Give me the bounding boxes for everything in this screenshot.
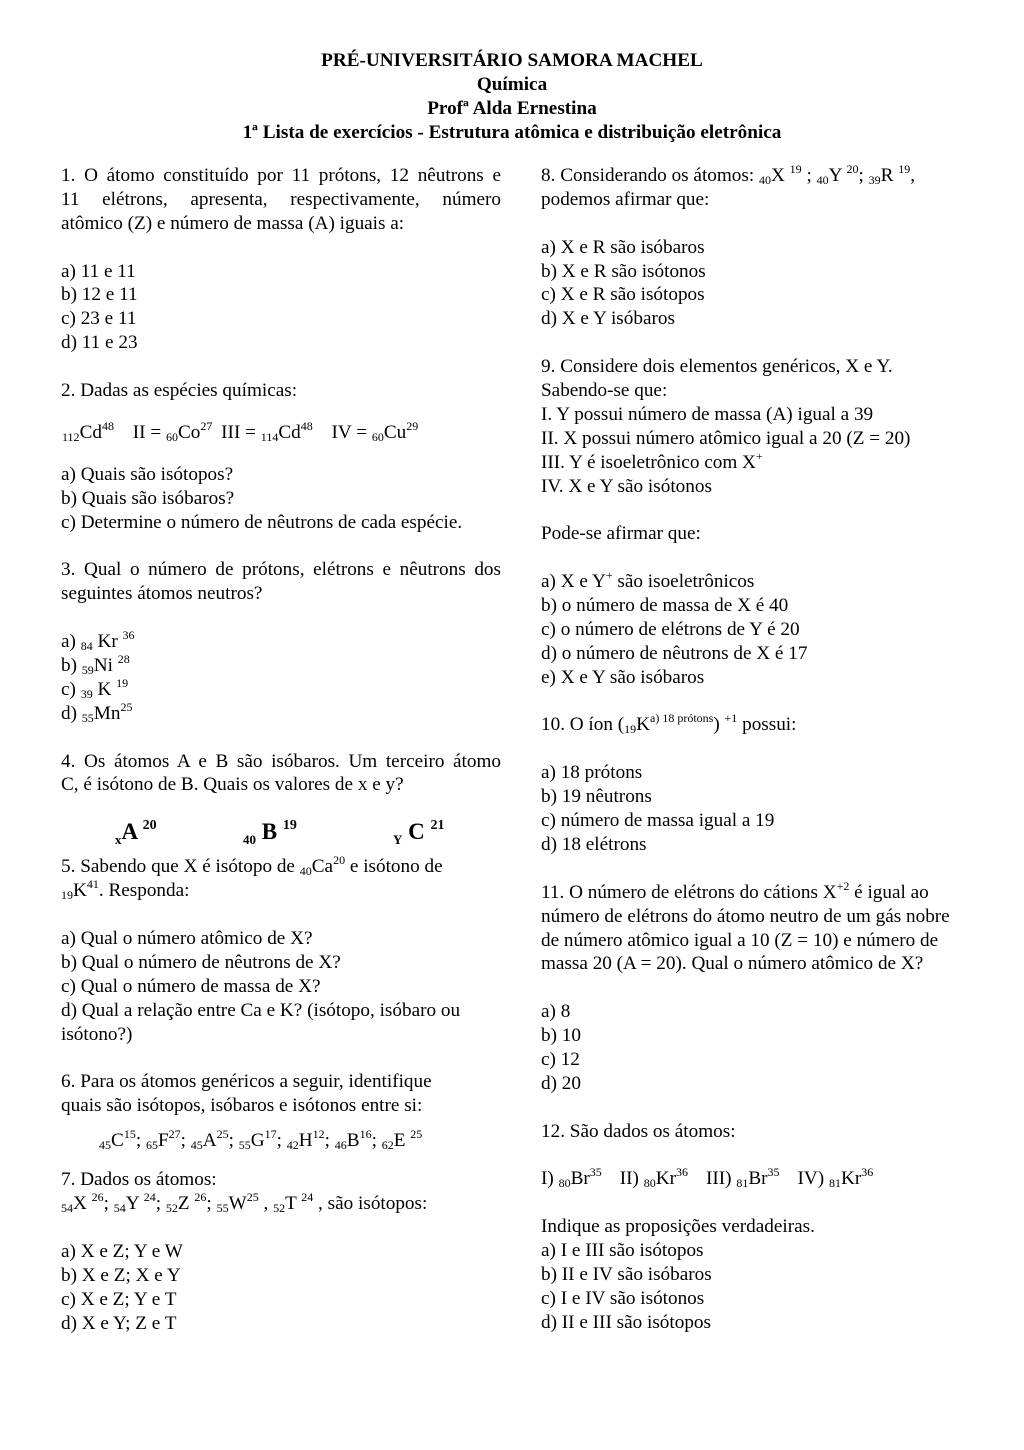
answer-option: b) Quais são isóbaros?: [61, 487, 235, 509]
answer-option: c) 23 e 11: [61, 308, 137, 330]
answer-option: c) $_{39}$ K $^{19}$: [61, 675, 129, 701]
question-5: [61, 855, 501, 1046]
species-formula: $_{112}Cd^{48}$ II = $_{60}Co^{27}$ III = $_{114}Cd^{48}$ IV = $_{60}Cu^{29}$: [62, 418, 419, 444]
answer-option: c) I e IV são isótonos: [541, 1287, 705, 1309]
answer-option: c) Qual o número de massa de X?: [61, 975, 321, 997]
question-text: seguintes átomos neutros?: [61, 583, 263, 605]
question-9: [541, 355, 983, 689]
answer-option: c) X e Z; Y e T: [61, 1288, 177, 1310]
question-text: Pode-se afirmar que:: [541, 523, 701, 545]
question-text: 4. Os átomos A e B são isóbaros. Um terceiro átomo: [61, 750, 501, 772]
subject-title: Química: [476, 74, 548, 95]
answer-option: isótono?): [61, 1023, 133, 1045]
question-12: [541, 1120, 983, 1335]
question-text: 7. Dados os átomos:: [61, 1169, 217, 1191]
question-text: quais são isótopos, isóbaros e isótonos entre si:: [61, 1095, 423, 1117]
answer-option: c) o número de elétrons de Y é 20: [541, 618, 800, 640]
question-text: 11. O número de elétrons do cátions $X^{+2}$ é igual ao: [541, 878, 929, 903]
question-text: C, é isótono de B. Quais os valores de x e y?: [61, 774, 404, 796]
question-text: 2. Dadas as espécies químicas:: [61, 380, 298, 402]
question-4: [61, 750, 501, 850]
answer-option: b) o número de massa de X é 40: [541, 595, 789, 617]
answer-option: d) X e Y isóbaros: [541, 308, 675, 330]
question-text: Indique as proposições verdadeiras.: [541, 1216, 815, 1238]
question-2: [61, 379, 501, 535]
question-1: [61, 164, 501, 355]
question-text: massa 20 (A = 20). Qual o número atômico de X?: [541, 953, 924, 975]
question-6: [61, 1070, 501, 1154]
question-text: número de elétrons do átomo neutro de um gás nobre: [541, 905, 950, 927]
left-column: [61, 164, 501, 1335]
question-text: atômico (Z) e número de massa (A) iguais a:: [61, 212, 405, 234]
question-11: [541, 878, 983, 1096]
atoms-formula: $_{45}C^{15}$; $_{65}F^{27}$; $_{45}A^{25}$; $_{55}G^{17}$; $_{42}H^{12}$; $_{46}B^{16}$; $_{62}$E $^{25}$: [99, 1127, 423, 1153]
question-text: 9. Considere dois elementos genéricos, X e Y.: [541, 356, 893, 378]
answer-option: d) X e Y; Z e T: [61, 1312, 177, 1334]
answer-option: d) 11 e 23: [61, 332, 138, 354]
question-7: [61, 1168, 501, 1335]
question-text: 3. Qual o número de prótons, elétrons e nêutrons dos: [61, 559, 501, 581]
answer-option: d) o número de nêutrons de X é 17: [541, 642, 808, 664]
premise: IV. X e Y são isótonos: [541, 475, 712, 497]
question-10: [541, 713, 983, 856]
answer-option: b) X e R são isótonos: [541, 260, 706, 282]
answer-option: b) II e IV são isóbaros: [541, 1263, 712, 1285]
answer-option: d) Qual a relação entre Ca e K? (isótopo, isóbaro ou: [61, 999, 461, 1021]
question-text: Sabendo-se que:: [541, 380, 668, 402]
question-text: 8. Considerando os átomos: $_{40}$X $^{19}$ ; $_{40}$Y $^{20}$; $_{39}$R $^{19}$,: [541, 162, 916, 187]
answer-option: e) X e Y são isóbaros: [541, 666, 705, 688]
list-title: 1ª Lista de exercícios - Estrutura atômica e distribuição eletrônica: [242, 122, 782, 143]
answer-option: a) X e Y+ são isoeletrônicos: [541, 568, 755, 593]
question-text: $_{19}K^{41}$. Responda:: [61, 877, 190, 903]
answer-option: d) II e III são isótopos: [541, 1311, 711, 1333]
answer-option: a) I e III são isótopos: [541, 1240, 704, 1262]
answer-option: d) $_{55}Mn^{25}$: [61, 699, 133, 725]
answer-option: a) 11 e 11: [61, 260, 136, 282]
answer-option: a) Quais são isótopos?: [61, 463, 234, 485]
answer-option: c) Determine o número de nêutrons de cada espécie.: [61, 511, 463, 533]
atoms-formula: I) $_{80}Br^{35}$ II) $_{80}Kr^{36}$ III) $_{81}Br^{35}$ IV) $_{81}Kr^{36}$: [541, 1165, 874, 1191]
question-text: de número atômico igual a 10 (Z = 10) e número de: [541, 929, 939, 951]
answer-option: b) Qual o número de nêutrons de X?: [61, 951, 341, 973]
answer-option: c) número de massa igual a 19: [541, 810, 775, 832]
answer-option: b) X e Z; X e Y: [61, 1264, 181, 1286]
answer-option: a) 8: [541, 1001, 571, 1023]
question-text: 5. Sabendo que X é isótopo de $_{40}Ca^{20}$ e isótono de: [61, 853, 443, 879]
premise: I. Y possui número de massa (A) igual a 39: [541, 403, 874, 425]
right-column: [541, 164, 983, 1335]
premise: III. Y é isoeletrônico com X+: [541, 448, 763, 473]
answer-option: c) X e R são isótopos: [541, 284, 705, 306]
atoms-formula: $_x$A $^{20}$ $_{40}$ B $^{19}$ $_Y$ C $^{21}$: [115, 818, 445, 848]
question-text: 12. São dados os átomos:: [541, 1120, 736, 1142]
question-text: 1. O átomo constituído por 11 prótons, 12 nêutrons e: [61, 165, 501, 186]
document-header: [0, 49, 1024, 145]
question-text: podemos afirmar que:: [541, 188, 710, 210]
answer-option: a) X e R são isóbaros: [541, 236, 705, 258]
answer-option: b) $_{59}$Ni $^{28}$: [61, 652, 130, 678]
teacher-name: Profª Alda Ernestina: [427, 98, 597, 119]
question-text: 10. O íon $(_{19}K^{a) 18 prótons})$ $^{+1}$ possui:: [541, 711, 797, 737]
answer-option: a) Qual o número atômico de X?: [61, 928, 313, 950]
atoms-formula: $_{54}$X $^{26}$; $_{54}$Y $^{24}$; $_{52}$Z $^{26}$; $_{55}W^{25}$ , $_{52}$T $^{24}$ , são isótopos:: [61, 1190, 428, 1216]
answer-option: b) 10: [541, 1025, 581, 1047]
answer-option: d) 18 elétrons: [541, 833, 647, 855]
answer-option: a) 18 prótons: [541, 762, 643, 784]
question-3: [61, 558, 501, 725]
answer-option: d) 20: [541, 1072, 581, 1094]
question-text: 6. Para os átomos genéricos a seguir, identifique: [61, 1071, 432, 1093]
question-8: [541, 164, 983, 331]
answer-option: c) 12: [541, 1048, 580, 1070]
answer-option: b) 12 e 11: [61, 284, 138, 306]
school-name: PRÉ-UNIVERSITÁRIO SAMORA MACHEL: [321, 50, 703, 71]
answer-option: b) 19 nêutrons: [541, 786, 652, 808]
premise: II. X possui número atômico igual a 20 (Z = 20): [541, 427, 911, 449]
answer-option: a) $_{84}$ Kr $^{36}$: [61, 628, 135, 654]
answer-option: a) X e Z; Y e W: [61, 1240, 183, 1262]
question-text: 11 elétrons, apresenta, respectivamente, número: [61, 188, 501, 210]
